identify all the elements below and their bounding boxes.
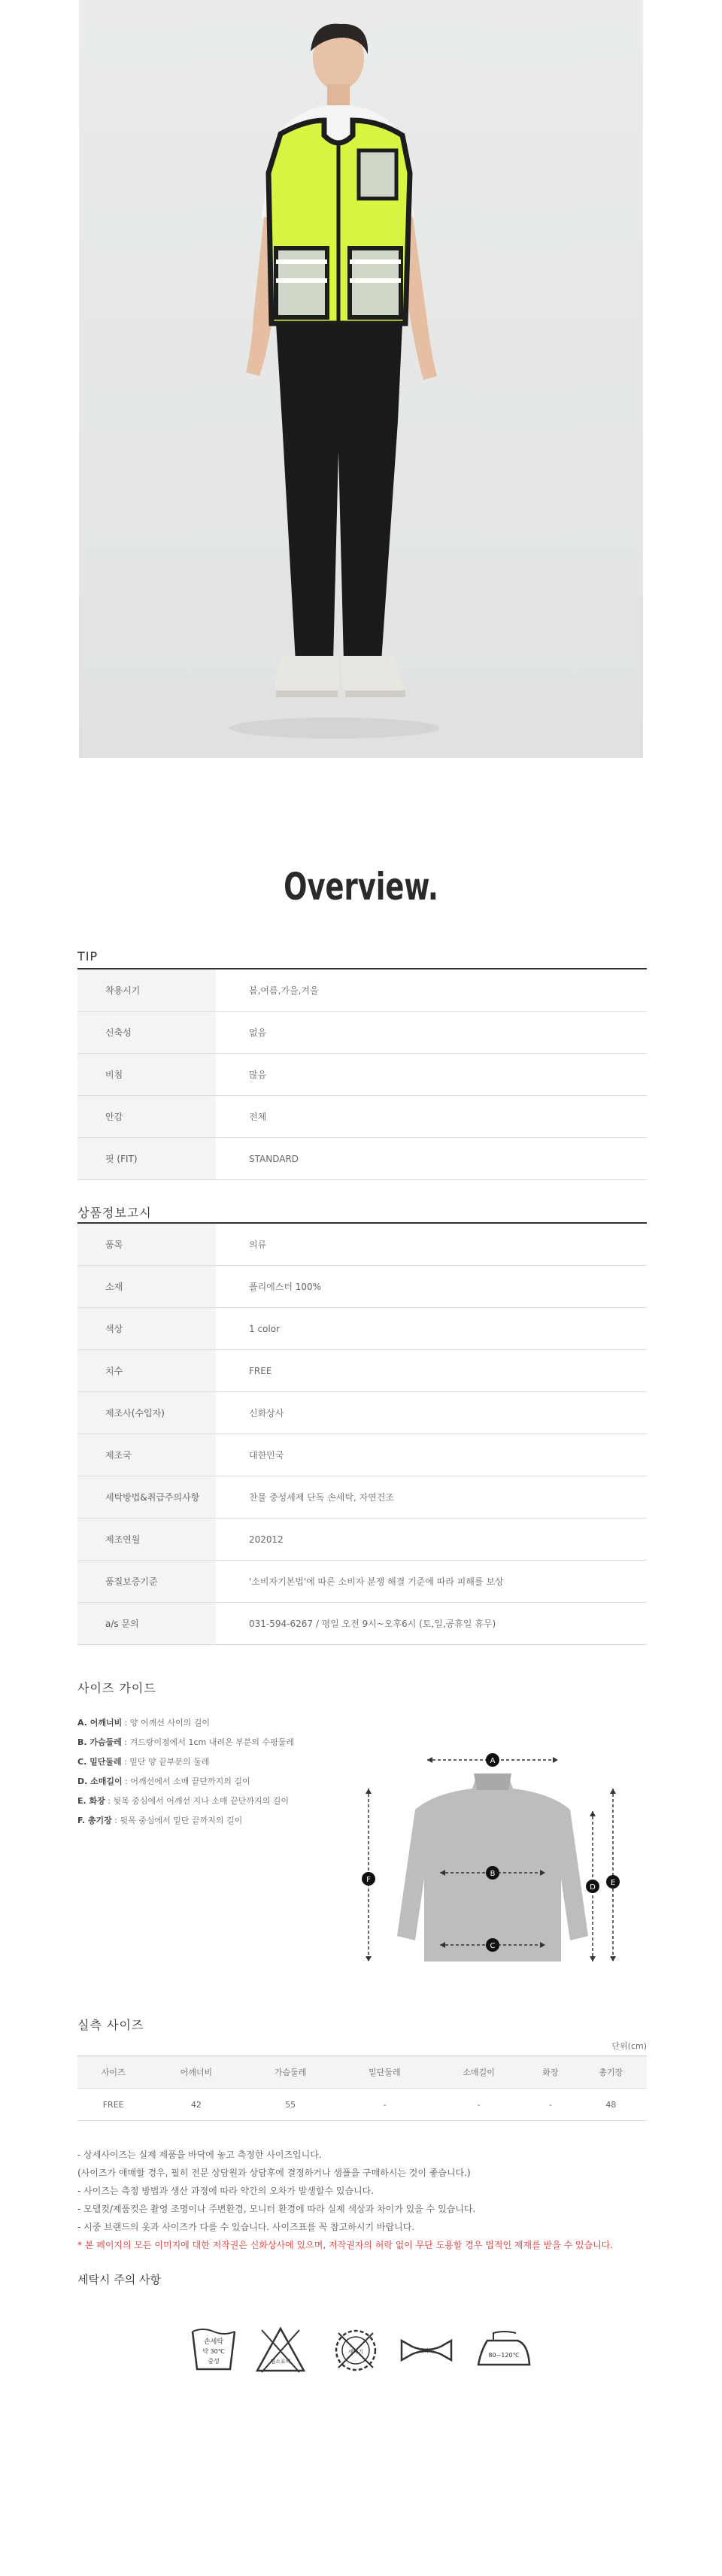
row-value: 찬물 중성세제 단독 손세탁, 자연건조 bbox=[216, 1476, 647, 1519]
table-cell: FREE bbox=[77, 2089, 149, 2121]
marker-d: D bbox=[590, 1883, 596, 1892]
column-header: 가슴둘레 bbox=[244, 2056, 338, 2089]
size-guide-list bbox=[77, 1713, 294, 1831]
measure-desc: : 밑단 양 끝부분의 둘레 bbox=[124, 1757, 210, 1767]
table-cell: 55 bbox=[244, 2089, 338, 2121]
row-label: 품목 bbox=[77, 1224, 216, 1266]
overview-title: Overview. bbox=[284, 865, 438, 909]
table-row bbox=[77, 1434, 647, 1476]
tip-table bbox=[77, 969, 647, 1180]
row-value: 202012 bbox=[216, 1519, 647, 1561]
table-row bbox=[77, 2089, 647, 2121]
column-header: 총기장 bbox=[575, 2056, 647, 2089]
svg-text:중성: 중성 bbox=[208, 2358, 220, 2365]
measure-key: F. 총기장 bbox=[77, 1816, 112, 1825]
row-label: 착용시기 bbox=[77, 969, 216, 1012]
table-row bbox=[77, 1350, 647, 1392]
marker-f: F bbox=[366, 1876, 371, 1884]
svg-text:염소표백: 염소표백 bbox=[270, 2359, 291, 2365]
size-diagram bbox=[353, 1743, 632, 1995]
row-label: 치수 bbox=[77, 1350, 216, 1392]
marker-a: A bbox=[490, 1757, 496, 1765]
jacket-diagram bbox=[353, 1743, 632, 1992]
model-illustration bbox=[79, 0, 643, 758]
svg-text:약 30℃: 약 30℃ bbox=[202, 2348, 225, 2355]
table-row bbox=[77, 1392, 647, 1434]
wring-gently-icon bbox=[399, 2326, 454, 2378]
list-item bbox=[77, 1733, 294, 1752]
table-cell: - bbox=[432, 2089, 526, 2121]
table-row bbox=[77, 1012, 647, 1054]
care-title: 세탁시 주의 사항 bbox=[77, 2273, 161, 2286]
product-info-table bbox=[77, 1224, 647, 1645]
table-cell: - bbox=[338, 2089, 432, 2121]
row-value: 031-594-6267 / 평일 오전 9시~오후6시 (토,일,공휴일 휴무) bbox=[216, 1603, 647, 1645]
list-item bbox=[77, 1811, 294, 1831]
table-row bbox=[77, 1603, 647, 1645]
row-label: 핏 (FIT) bbox=[77, 1138, 216, 1180]
table-row bbox=[77, 1266, 647, 1308]
svg-text:세탁기: 세탁기 bbox=[347, 2349, 364, 2355]
care-icons bbox=[0, 2326, 722, 2386]
measure-key: A. 어깨너비 bbox=[77, 1718, 123, 1728]
table-row bbox=[77, 1224, 647, 1266]
copyright-warning: * 본 페이지의 모든 이미지에 대한 저작권은 신화상사에 있으며, 저작권자의 허락 없이 무단 도용할 경우 법적인 제재를 받을 수 있습니다. bbox=[77, 2240, 614, 2250]
row-label: 색상 bbox=[77, 1308, 216, 1350]
measure-key: D. 소매길이 bbox=[77, 1776, 123, 1786]
measure-key: B. 가슴둘레 bbox=[77, 1737, 122, 1747]
list-item bbox=[77, 1772, 294, 1792]
table-row bbox=[77, 1096, 647, 1138]
row-value: 폴리에스터 100% bbox=[216, 1266, 647, 1308]
measurements-title: 실측 사이즈 bbox=[77, 2018, 144, 2032]
measurements-table bbox=[77, 2056, 647, 2121]
row-label: 비침 bbox=[77, 1054, 216, 1096]
measure-desc: : 어깨선에서 소매 끝단까지의 길이 bbox=[125, 1776, 250, 1786]
measure-key: C. 밑단둘레 bbox=[77, 1757, 122, 1767]
row-label: 제조국 bbox=[77, 1434, 216, 1476]
row-value: STANDARD bbox=[216, 1138, 647, 1180]
row-label: 세탁방법&취급주의사항 bbox=[77, 1476, 216, 1519]
column-header: 화장 bbox=[526, 2056, 575, 2089]
column-header: 소매길이 bbox=[432, 2056, 526, 2089]
column-header: 어깨너비 bbox=[149, 2056, 243, 2089]
row-label: 품질보증기준 bbox=[77, 1561, 216, 1603]
row-value: 1 color bbox=[216, 1308, 647, 1350]
unit-label: 단위(cm) bbox=[611, 2041, 647, 2051]
table-row bbox=[77, 1561, 647, 1603]
model-photo bbox=[79, 0, 643, 758]
note-line: - 사이즈는 측정 방법과 생산 과정에 따라 약간의 오차가 발생할수 있습니다. bbox=[77, 2186, 375, 2196]
note-line: (사이즈가 애매할 경우, 필히 전문 상담원과 상담후에 결정하거나 샘플을 구매하시는 것이 좋습니다.) bbox=[77, 2168, 471, 2178]
hand-wash-icon bbox=[190, 2326, 238, 2378]
row-label: 소재 bbox=[77, 1266, 216, 1308]
row-value: 없음 bbox=[216, 1012, 647, 1054]
table-header-row bbox=[77, 2056, 647, 2089]
iron-icon bbox=[474, 2326, 532, 2378]
row-value: 봄,여름,가을,겨울 bbox=[216, 969, 647, 1012]
measure-key: E. 화장 bbox=[77, 1796, 105, 1806]
row-value: 많음 bbox=[216, 1054, 647, 1096]
list-item bbox=[77, 1792, 294, 1811]
marker-b: B bbox=[490, 1870, 496, 1878]
product-info-section-title: 상품정보고시 bbox=[77, 1206, 152, 1220]
table-row bbox=[77, 1308, 647, 1350]
measure-desc: : 뒷목 중심에서 어깨선 지나 소매 끝단까지의 길이 bbox=[108, 1796, 289, 1806]
note-line: - 시중 브랜드의 옷과 사이즈가 다를 수 있습니다. 사이즈표를 꼭 참고하시기 바랍니다. bbox=[77, 2222, 415, 2232]
marker-c: C bbox=[490, 1942, 496, 1950]
row-label: 신축성 bbox=[77, 1012, 216, 1054]
row-label: a/s 문의 bbox=[77, 1603, 216, 1645]
row-label: 제조사(수입자) bbox=[77, 1392, 216, 1434]
tip-section-title: TIP bbox=[77, 949, 99, 963]
note-line: - 모델컷/제품컷은 촬영 조명이나 주변환경, 모니터 환경에 따라 실제 색상과 차이가 있을 수 있습니다. bbox=[77, 2204, 476, 2214]
table-cell: 42 bbox=[149, 2089, 243, 2121]
column-header: 사이즈 bbox=[77, 2056, 149, 2089]
measure-desc: : 양 어깨선 사이의 길이 bbox=[124, 1718, 211, 1728]
svg-text:손세탁: 손세탁 bbox=[203, 2338, 224, 2346]
row-label: 안감 bbox=[77, 1096, 216, 1138]
row-value: '소비자기본법'에 따른 소비자 분쟁 해결 기준에 따라 피해를 보상 bbox=[216, 1561, 647, 1603]
table-row bbox=[77, 1054, 647, 1096]
row-value: 신화상사 bbox=[216, 1392, 647, 1434]
row-value: 전체 bbox=[216, 1096, 647, 1138]
row-value: FREE bbox=[216, 1350, 647, 1392]
table-row bbox=[77, 1476, 647, 1519]
table-cell: - bbox=[526, 2089, 575, 2121]
row-value: 대한민국 bbox=[216, 1434, 647, 1476]
table-row bbox=[77, 969, 647, 1012]
marker-e: E bbox=[610, 1879, 616, 1887]
row-label: 제조연월 bbox=[77, 1519, 216, 1561]
no-tumble-dry-icon bbox=[331, 2326, 381, 2378]
table-cell: 48 bbox=[575, 2089, 647, 2121]
note-line: - 상세사이즈는 실제 제품을 바닥에 놓고 측정한 사이즈입니다. bbox=[77, 2150, 322, 2160]
svg-text:80~120℃: 80~120℃ bbox=[488, 2352, 520, 2359]
list-item bbox=[77, 1752, 294, 1772]
table-row bbox=[77, 1519, 647, 1561]
no-bleach-icon bbox=[254, 2326, 307, 2378]
measure-desc: : 겨드랑이점에서 1cm 내려온 부분의 수평둘레 bbox=[124, 1737, 294, 1747]
row-value: 의류 bbox=[216, 1224, 647, 1266]
size-guide-title: 사이즈 가이드 bbox=[77, 1681, 156, 1695]
table-row bbox=[77, 1138, 647, 1180]
measure-desc: : 뒷목 중심에서 밑단 끝까지의 길이 bbox=[114, 1816, 243, 1825]
column-header: 밑단둘레 bbox=[338, 2056, 432, 2089]
size-notes bbox=[77, 2146, 613, 2254]
svg-text:약하게: 약하게 bbox=[418, 2348, 435, 2354]
list-item bbox=[77, 1713, 294, 1733]
